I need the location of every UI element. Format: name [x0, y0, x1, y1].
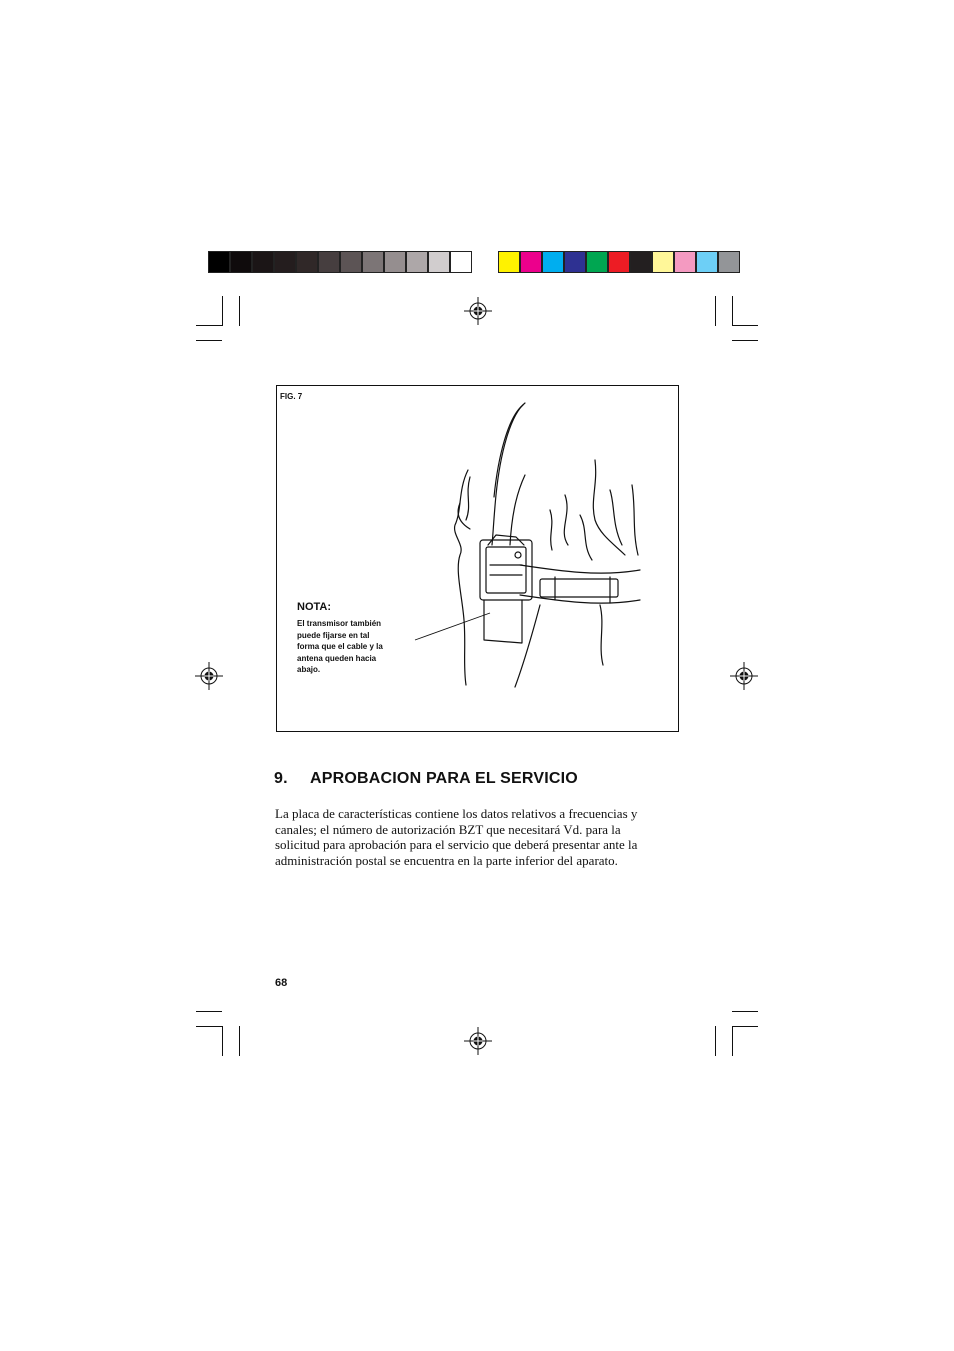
section-number: 9.: [274, 770, 288, 787]
body-line: solicitud para aprobación para el servicio que deberá presentar ante la: [275, 837, 638, 852]
section-title: APROBACION PARA EL SERVICIO: [310, 770, 578, 787]
color-swatch: [719, 252, 739, 272]
body-line: administración postal se encuentra en la parte inferior del aparato.: [275, 852, 618, 868]
note-line: puede fijarse en tal: [297, 630, 370, 640]
color-swatch: [275, 252, 295, 272]
note-line: El transmisor también: [297, 619, 382, 628]
color-swatch: [341, 252, 361, 272]
note-title: NOTA:: [297, 601, 332, 613]
figure-label: FIG. 7: [280, 392, 303, 401]
color-swatch: [521, 252, 541, 272]
color-swatch: [451, 252, 471, 272]
registration-mark-icon: [464, 297, 492, 325]
color-swatch: [209, 252, 229, 272]
color-swatch: [565, 252, 585, 272]
color-calibration-strip: [498, 251, 740, 273]
color-swatch: [697, 252, 717, 272]
body-line: canales; el número de autorización BZT que necesitará Vd. para la: [275, 821, 621, 837]
note-line: forma que el cable y la: [297, 642, 383, 651]
body-line: La placa de características contiene los datos relativos a frecuencias y: [275, 806, 638, 821]
color-swatch: [319, 252, 339, 272]
note-line: abajo.: [297, 665, 321, 674]
color-swatch: [587, 252, 607, 272]
page-number: 68: [275, 977, 288, 989]
color-swatch: [429, 252, 449, 272]
section-heading: [274, 770, 578, 788]
color-swatch: [231, 252, 251, 272]
color-swatch: [675, 252, 695, 272]
registration-mark-icon: [464, 1027, 492, 1055]
color-swatch: [363, 252, 383, 272]
grayscale-calibration-strip: [208, 251, 472, 273]
section-body: [275, 806, 665, 868]
transmitter-belt-illustration: [400, 395, 670, 695]
color-swatch: [385, 252, 405, 272]
color-swatch: [653, 252, 673, 272]
color-swatch: [407, 252, 427, 272]
registration-mark-icon: [730, 662, 758, 690]
color-swatch: [609, 252, 629, 272]
color-swatch: [543, 252, 563, 272]
color-swatch: [297, 252, 317, 272]
note-text: [297, 618, 405, 676]
note-line: antena queden hacia: [297, 653, 377, 663]
color-swatch: [253, 252, 273, 272]
color-swatch: [631, 252, 651, 272]
registration-mark-icon: [195, 662, 223, 690]
color-swatch: [499, 252, 519, 272]
